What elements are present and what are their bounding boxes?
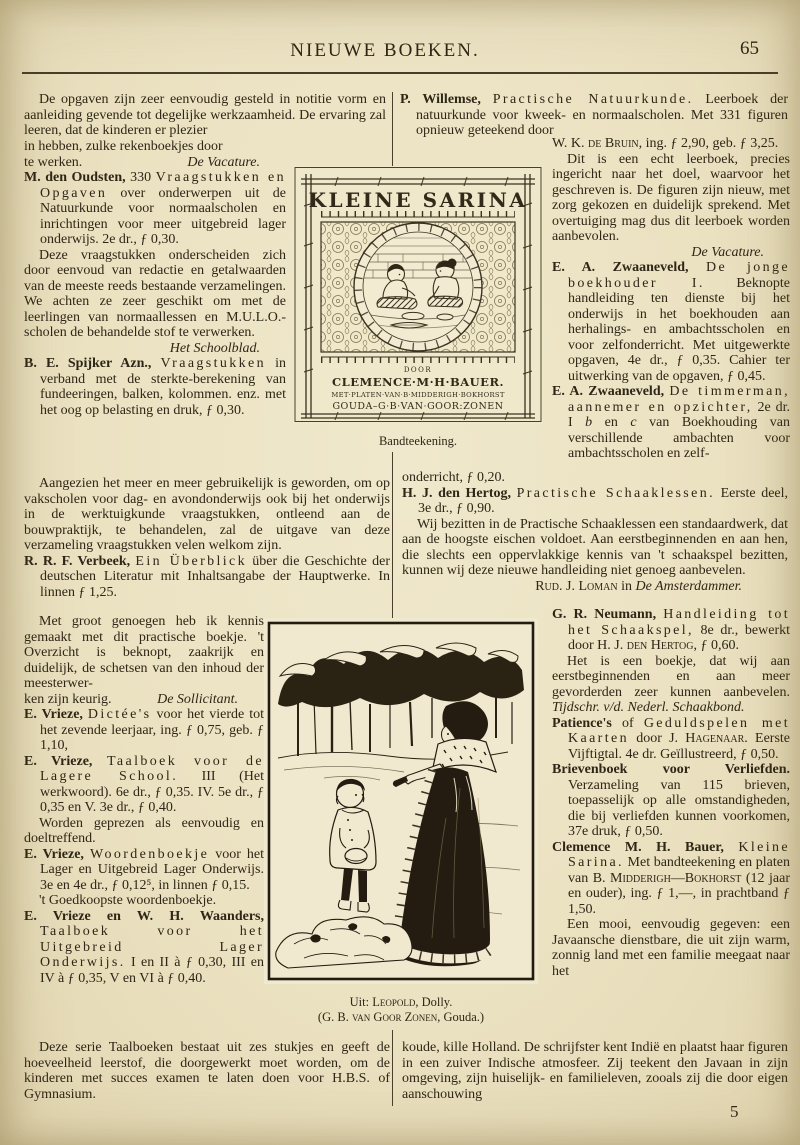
- text-segment: De Amsterdammer.: [635, 578, 742, 594]
- text-segment: ing. ƒ 2,90, geb. ƒ 3,25.: [642, 136, 779, 151]
- text-segment: Geduldspelen met Kaarten: [568, 715, 790, 746]
- cover-author-lettering: CLEMENCE·M·H·BAUER.: [331, 375, 505, 389]
- left-mid-wide-text: [24, 476, 390, 600]
- text-segment: über die Geschichte der deutschen Literatur mit Inhaltsangabe der Hauptwerke. In linnen ƒ 1,25.: [40, 553, 390, 600]
- text-segment: Deze vraagstukken onderscheiden zich door eenvoud van redactie en getalwaarden van de meeste reeds bestaande verzamelingen. We achten ze zeer geschikt om met de leerlingen van normaallessen en M.U.L.O.-scholen de behandelde stof te verwerken.: [24, 247, 286, 340]
- text-segment: of: [611, 715, 644, 731]
- plate-caption: [264, 995, 538, 1025]
- text-segment: E. Vrieze,: [24, 753, 93, 769]
- paragraph: [24, 341, 286, 357]
- text-segment: (G. B.: [317, 1010, 352, 1024]
- text-segment: III (Het werkwoord). 6e dr., ƒ 0,35. IV. 5e dr., ƒ 0,35 en V. 3e dr., ƒ 0,40.: [40, 769, 264, 815]
- paragraph: [24, 554, 390, 601]
- text-segment: Dictée's: [87, 707, 152, 722]
- paragraph: [552, 607, 790, 654]
- text-segment: koude, kille Holland. De schrijfster kent Indië en plaatst haar figuren in een zuiver Indische atmosfeer. Zij teekent den Javaan in zijn omgeving, zijn huiselijk- en familieleven, zooals zij die door eigen aanschouwing: [402, 1040, 788, 1102]
- text-segment: voor het Lager en Uitgebreid Lager Onderwijs. 3e en 4e dr., ƒ 0,12⁵, in linnen ƒ 0,15.: [40, 846, 265, 893]
- right-column-upper-text: [552, 136, 790, 462]
- paragraph: [24, 139, 286, 155]
- text-segment: E. Vrieze en W. H. Waanders,: [24, 908, 264, 924]
- right-top-wide-text: [400, 92, 788, 139]
- paragraph: [24, 614, 264, 692]
- paragraph: [24, 170, 286, 248]
- paragraph: [264, 995, 538, 1010]
- column-divider: [392, 92, 393, 168]
- paragraph: [552, 384, 790, 462]
- text-segment: Uit:: [349, 995, 373, 1009]
- paragraph: [552, 716, 790, 763]
- paragraph: [552, 654, 790, 716]
- paragraph: [402, 517, 788, 579]
- paragraph: [24, 707, 264, 754]
- text-segment: in: [617, 578, 636, 594]
- text-segment: Clemence M. H. Bauer,: [552, 839, 724, 855]
- left-column-upper-text: [24, 139, 286, 418]
- text-segment: Met groot genoegen heb ik kennis gemaakt met dit practische boekje. 't Overzicht is beknopt, zaakrijk en duidelijk, de schetsen van den inhoud der meesterwer-: [24, 614, 264, 691]
- left-column-lower-text: [24, 614, 264, 986]
- text-segment: Eerste Vijftigtal. 4e dr. Geïllustreerd, ƒ 0,50.: [568, 731, 790, 762]
- figure-dolly-plate: [264, 618, 538, 1025]
- paragraph: [24, 356, 286, 418]
- text-segment: De Vacature.: [691, 244, 764, 260]
- right-column-lower-text: [552, 607, 790, 979]
- text-segment: Patience's: [552, 715, 612, 731]
- text-segment: 't Goedkoopste woordenboekje.: [39, 893, 217, 908]
- text-segment: Een mooi, eenvoudig gegeven: een Javaansche dienstbare, die uit zijn warm, zonnig land met een familie meegaat naar het: [552, 917, 790, 979]
- cover-plates-lettering: MET·PLATEN·VAN·B·MIDDERIGH·BOKHORST: [331, 391, 505, 399]
- text-segment: door J.: [628, 731, 686, 746]
- paragraph: [24, 816, 264, 847]
- text-segment: in hebben, zulke rekenboekjes door: [24, 139, 223, 154]
- text-segment: Kleine Sarina.: [568, 839, 790, 870]
- paragraph: [24, 909, 264, 987]
- text-segment: c: [630, 415, 637, 430]
- column-divider: [392, 1030, 393, 1106]
- text-segment: Worden geprezen als eenvoudig en doeltreffend.: [24, 815, 264, 846]
- text-segment: De timmerman, aannemer en opzichter,: [568, 384, 791, 415]
- text-segment: Vraagstukken: [160, 356, 267, 371]
- text-segment: Het Schoolblad.: [169, 340, 260, 356]
- paragraph: [24, 155, 286, 171]
- text-segment: E. A. Zwaaneveld,: [552, 384, 665, 399]
- text-segment: Aangezien het meer en meer gebruikelijk is geworden, om op vakscholen voor dag- en avondonderwijs ook bij het onderwijs in de werktuigkunde vraagstukken, ontleend aan de bouwpraktijk, te behandelen, zal de uitgave van deze verzameling vraagstukken velen welkom zijn.: [24, 476, 390, 553]
- text-segment: Hagenaar.: [685, 731, 748, 746]
- text-segment: Verzameling van 115 brieven, toepasselijk op alle omstandigheden, die bij verliefden kunnen voorkomen, 37e druk, ƒ 0,50.: [568, 777, 790, 839]
- text-segment: P. Willemse,: [400, 92, 481, 107]
- right-mid-wide-text: [402, 470, 788, 594]
- text-segment: I en II à ƒ 0,30, III en IV à ƒ 0,35, V en VI à ƒ 0,40.: [40, 955, 264, 986]
- text-segment: Met bandteekening en platen van B.: [568, 855, 790, 886]
- text-segment: B. E. Spijker Azn.,: [24, 356, 152, 371]
- kleine-sarina-cover-illustration: [293, 166, 543, 424]
- text-segment: Tijdschr. v/d. Nederl. Schaakbond.: [552, 700, 745, 715]
- paragraph: [402, 1040, 788, 1102]
- text-segment: Midderigh—Bokhorst: [610, 870, 742, 886]
- text-segment: te werken.: [24, 154, 83, 170]
- text-segment: ken zijn keurig.: [24, 691, 112, 707]
- text-segment: Het is een boekje, dat wij aan eerstbeginnenden en aan meer gevorderden zeer kunnen aanbevelen.: [552, 653, 790, 700]
- paragraph: [264, 1010, 538, 1025]
- text-segment: Dolly.: [418, 995, 453, 1009]
- text-segment: Wij bezitten in de Practische Schaaklessen een standaardwerk, dat aan de hoogste eischen voldoet. Aan eerstbeginnenden en aan hen, die slechts een oppervlakkige kennis van 't schaakspel bezitten, kunnen wij deze nieuwe handleiding niet genoeg aanbevelen.: [402, 516, 788, 578]
- text-segment: Taalboek voor het Uitgebreid Lager Onderwijs.: [40, 924, 264, 970]
- text-segment: [481, 92, 493, 107]
- signature-mark: 5: [730, 1102, 739, 1121]
- text-segment: [689, 260, 707, 275]
- text-segment: De Vacature.: [187, 154, 260, 170]
- text-segment: De Sollicitant.: [157, 691, 238, 707]
- text-segment: (12 jaar en ouder), ing. ƒ 1,—, in prachtband ƒ 1,50.: [568, 870, 790, 917]
- paragraph: [24, 754, 264, 816]
- text-segment: M. den Oudsten,: [24, 170, 126, 185]
- text-segment: [92, 754, 107, 769]
- paragraph: [552, 136, 790, 152]
- text-segment: Practische Schaaklessen.: [516, 485, 715, 501]
- text-segment: b: [585, 415, 593, 430]
- text-segment: in verband met de sterkte-berekening van fundeeringen, balken, kolommen. enz. met het oog op belasting en druk, ƒ 0,30.: [40, 356, 287, 418]
- paragraph: [552, 840, 790, 918]
- text-segment: Deze serie Taalboeken bestaat uit zes stukjes en geeft de hoeveelheid leerstof, die doorgewerkt moet worden, om de kinderen met succes examen te laten doen voor H.B.S. of Gymnasium.: [24, 1040, 390, 1102]
- paragraph: [24, 1040, 390, 1102]
- text-segment: Handleiding tot het Schaakspel,: [568, 607, 791, 638]
- text-segment: Woordenboekje: [89, 846, 210, 862]
- text-segment: G. R. Neumann,: [552, 607, 657, 622]
- paragraph: [552, 245, 790, 261]
- text-segment: Ein Überblick: [135, 553, 248, 569]
- text-segment: voor het vierde tot het zevende leerjaar, ing. ƒ 0,75, geb. ƒ 1,10,: [40, 707, 265, 753]
- page-title: NIEUWE BOEKEN.: [290, 40, 480, 61]
- text-segment: W. K. de Bruin,: [552, 136, 643, 151]
- paragraph: [24, 248, 286, 341]
- text-segment: Leopold,: [372, 995, 419, 1009]
- text-segment: en: [592, 415, 631, 430]
- paragraph: [24, 847, 264, 894]
- paragraph: [24, 92, 386, 139]
- paragraph: [402, 486, 788, 517]
- text-segment: Taalboek voor de Lagere School.: [40, 753, 265, 784]
- paragraph: [24, 476, 390, 554]
- paragraph: [552, 260, 790, 384]
- text-segment: Brievenboek voor Verliefden.: [552, 762, 790, 777]
- text-segment: 330: [125, 170, 156, 185]
- text-segment: Practische Natuurkunde.: [492, 92, 694, 107]
- text-segment: E. A. Zwaaneveld,: [552, 260, 689, 275]
- page-number: 65: [740, 38, 759, 59]
- header-rule: [22, 72, 778, 74]
- text-segment: E. Vrieze,: [24, 846, 84, 862]
- paragraph: [402, 470, 788, 486]
- paragraph: [293, 434, 543, 449]
- text-segment: van Boekhouding van verschillende ambachten voor ambachtsscholen en zelf-: [568, 415, 791, 461]
- figure-kleine-sarina-cover: [293, 166, 543, 449]
- cover-publisher-lettering: GOUDA–G·B·VAN·GOOR:ZONEN: [332, 401, 504, 412]
- text-segment: E. Vrieze,: [24, 707, 83, 722]
- text-segment: van Goor Zonen,: [351, 1010, 441, 1024]
- winter-scene-illustration: [264, 618, 538, 984]
- text-segment: over onderwerpen uit de Natuurkunde voor normaalscholen en inrichtingen voor meer uitgebreid lager onderwijs. 2e dr., ƒ 0,30.: [40, 185, 286, 247]
- paragraph: [400, 92, 788, 139]
- text-segment: 2e dr. I: [568, 399, 790, 430]
- text-segment: Vraagstukken en Opgaven: [40, 170, 287, 201]
- cover-door-lettering: DOOR: [403, 366, 433, 374]
- paragraph: [552, 152, 790, 245]
- left-bottom-wide-text: [24, 1040, 390, 1102]
- text-segment: 8e dr., bewerkt door: [568, 622, 790, 653]
- right-bottom-wide-text: [402, 1040, 788, 1102]
- text-segment: Gouda.): [440, 1010, 485, 1024]
- text-segment: H. J. den Hertog,: [402, 485, 511, 501]
- text-segment: Eerste deel, 3e dr., ƒ 0,90.: [418, 485, 789, 516]
- left-intro-text: [24, 92, 386, 139]
- text-segment: Leerboek der natuurkunde voor kweek- en normaalscholen. Met 331 figuren opnieuw geteekend door: [416, 92, 789, 138]
- text-segment: De jonge boekhouder I.: [568, 260, 791, 291]
- paragraph: [24, 893, 264, 909]
- paragraph: [552, 762, 790, 840]
- cover-caption: [293, 434, 587, 449]
- column-divider: [392, 452, 393, 618]
- paragraph: [402, 579, 788, 595]
- text-segment: [151, 356, 160, 371]
- text-segment: [724, 840, 739, 855]
- text-segment: De opgaven zijn zeer eenvoudig gesteld in notitie vorm en aanleiding gevende tot degelijke werkzaamheid. De ervaring zal leeren, dat de kinderen er plezier: [24, 92, 386, 138]
- text-segment: Dit is een echt leerboek, precies ingericht naar het doel, waarvoor het geschreven is. De figuren zijn nieuw, met zorg gekozen en duidelijk sprekend. Met overtuiging mag dus dit leerboek worden aanbevolen.: [552, 151, 790, 244]
- paragraph: [24, 692, 264, 708]
- text-segment: ƒ 0,60.: [696, 638, 739, 653]
- text-segment: Bandteekening.: [378, 434, 458, 448]
- text-segment: onderricht, ƒ 0,20.: [402, 470, 506, 485]
- text-segment: H. J. den Hertog,: [597, 638, 697, 653]
- text-segment: Rud. J. Loman: [535, 578, 618, 594]
- cover-title-lettering: KLEINE SARINA: [308, 188, 528, 212]
- text-segment: R. R. F. Verbeek,: [24, 553, 131, 569]
- text-segment: Beknopte handleiding ten dienste bij het onderwijs in het boekhouden aan herhalings- en ambachtsscholen en voor zelfonderricht. Met uitgewerkte opgaven, 4e dr., ƒ 0,35. Cahier ter uitwerking van de opgaven, ƒ 0,45.: [568, 275, 790, 384]
- paragraph: [552, 917, 790, 979]
